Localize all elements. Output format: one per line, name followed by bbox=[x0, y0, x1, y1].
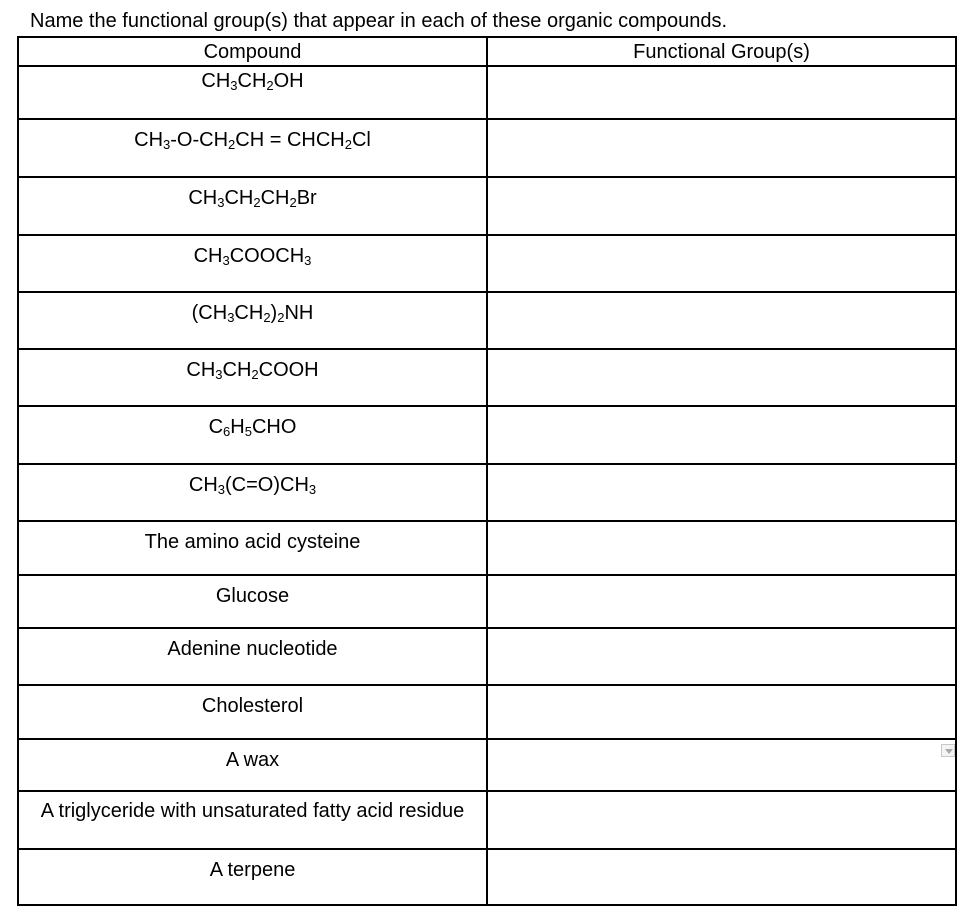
compound-cell: Cholesterol bbox=[18, 685, 487, 739]
functional-group-answer-cell[interactable] bbox=[487, 235, 956, 292]
table-row bbox=[18, 739, 956, 791]
functional-group-answer-cell[interactable] bbox=[487, 685, 956, 739]
table-row bbox=[18, 235, 956, 292]
functional-group-answer-cell[interactable] bbox=[487, 791, 956, 849]
table-row bbox=[18, 292, 956, 349]
compound-cell: $C_6H_5CHO$ bbox=[18, 406, 487, 464]
compound-cell: $CH_3CH_2OH$ bbox=[18, 66, 487, 119]
functional-group-answer-cell[interactable] bbox=[487, 628, 956, 685]
functional-group-answer-cell[interactable] bbox=[487, 464, 956, 521]
compound-cell: $CH_3CH_2COOH$ bbox=[18, 349, 487, 406]
worksheet-instruction: Name the functional group(s) that appear in each of these organic compounds. bbox=[30, 10, 728, 32]
compound-cell: $CH_3-O-CH_2CH$ = $CHCH_2Cl$ bbox=[18, 119, 487, 177]
table-row bbox=[18, 406, 956, 464]
compound-cell: $CH_3(C=O)CH_3$ bbox=[18, 464, 487, 521]
table-row bbox=[18, 575, 956, 628]
functional-group-answer-cell[interactable] bbox=[487, 119, 956, 177]
compound-cell: Glucose bbox=[18, 575, 487, 628]
compound-cell: A wax bbox=[18, 739, 487, 791]
table-row bbox=[18, 464, 956, 521]
table-row bbox=[18, 66, 956, 119]
table-row bbox=[18, 849, 956, 905]
functional-group-answer-cell[interactable] bbox=[487, 406, 956, 464]
functional-group-answer-cell[interactable] bbox=[487, 521, 956, 575]
compound-cell: $(CH_3CH_2)_2NH$ bbox=[18, 292, 487, 349]
table-row bbox=[18, 685, 956, 739]
functional-group-answer-cell[interactable] bbox=[487, 739, 956, 791]
table-row bbox=[18, 628, 956, 685]
compound-cell: $CH_3CH_2CH_2Br$ bbox=[18, 177, 487, 235]
functional-groups-table bbox=[17, 36, 957, 906]
compound-cell: Adenine nucleotide bbox=[18, 628, 487, 685]
compound-cell: A triglyceride with unsaturated fatty acid residue bbox=[18, 791, 487, 849]
chevron-down-icon[interactable] bbox=[941, 744, 955, 757]
functional-group-answer-cell[interactable] bbox=[487, 849, 956, 905]
functional-group-answer-cell[interactable] bbox=[487, 177, 956, 235]
functional-group-column-header: Functional Group(s) bbox=[487, 37, 956, 66]
functional-group-answer-cell[interactable] bbox=[487, 292, 956, 349]
functional-group-answer-cell[interactable] bbox=[487, 575, 956, 628]
compound-cell: A terpene bbox=[18, 849, 487, 905]
table-row bbox=[18, 791, 956, 849]
table-row bbox=[18, 521, 956, 575]
table-header-row bbox=[18, 37, 956, 66]
compound-column-header: Compound bbox=[18, 37, 487, 66]
functional-group-answer-cell[interactable] bbox=[487, 349, 956, 406]
table-row bbox=[18, 119, 956, 177]
functional-group-answer-cell[interactable] bbox=[487, 66, 956, 119]
table-row bbox=[18, 349, 956, 406]
table-row bbox=[18, 177, 956, 235]
compound-cell: The amino acid cysteine bbox=[18, 521, 487, 575]
compound-cell: $CH_3COOCH_3$ bbox=[18, 235, 487, 292]
